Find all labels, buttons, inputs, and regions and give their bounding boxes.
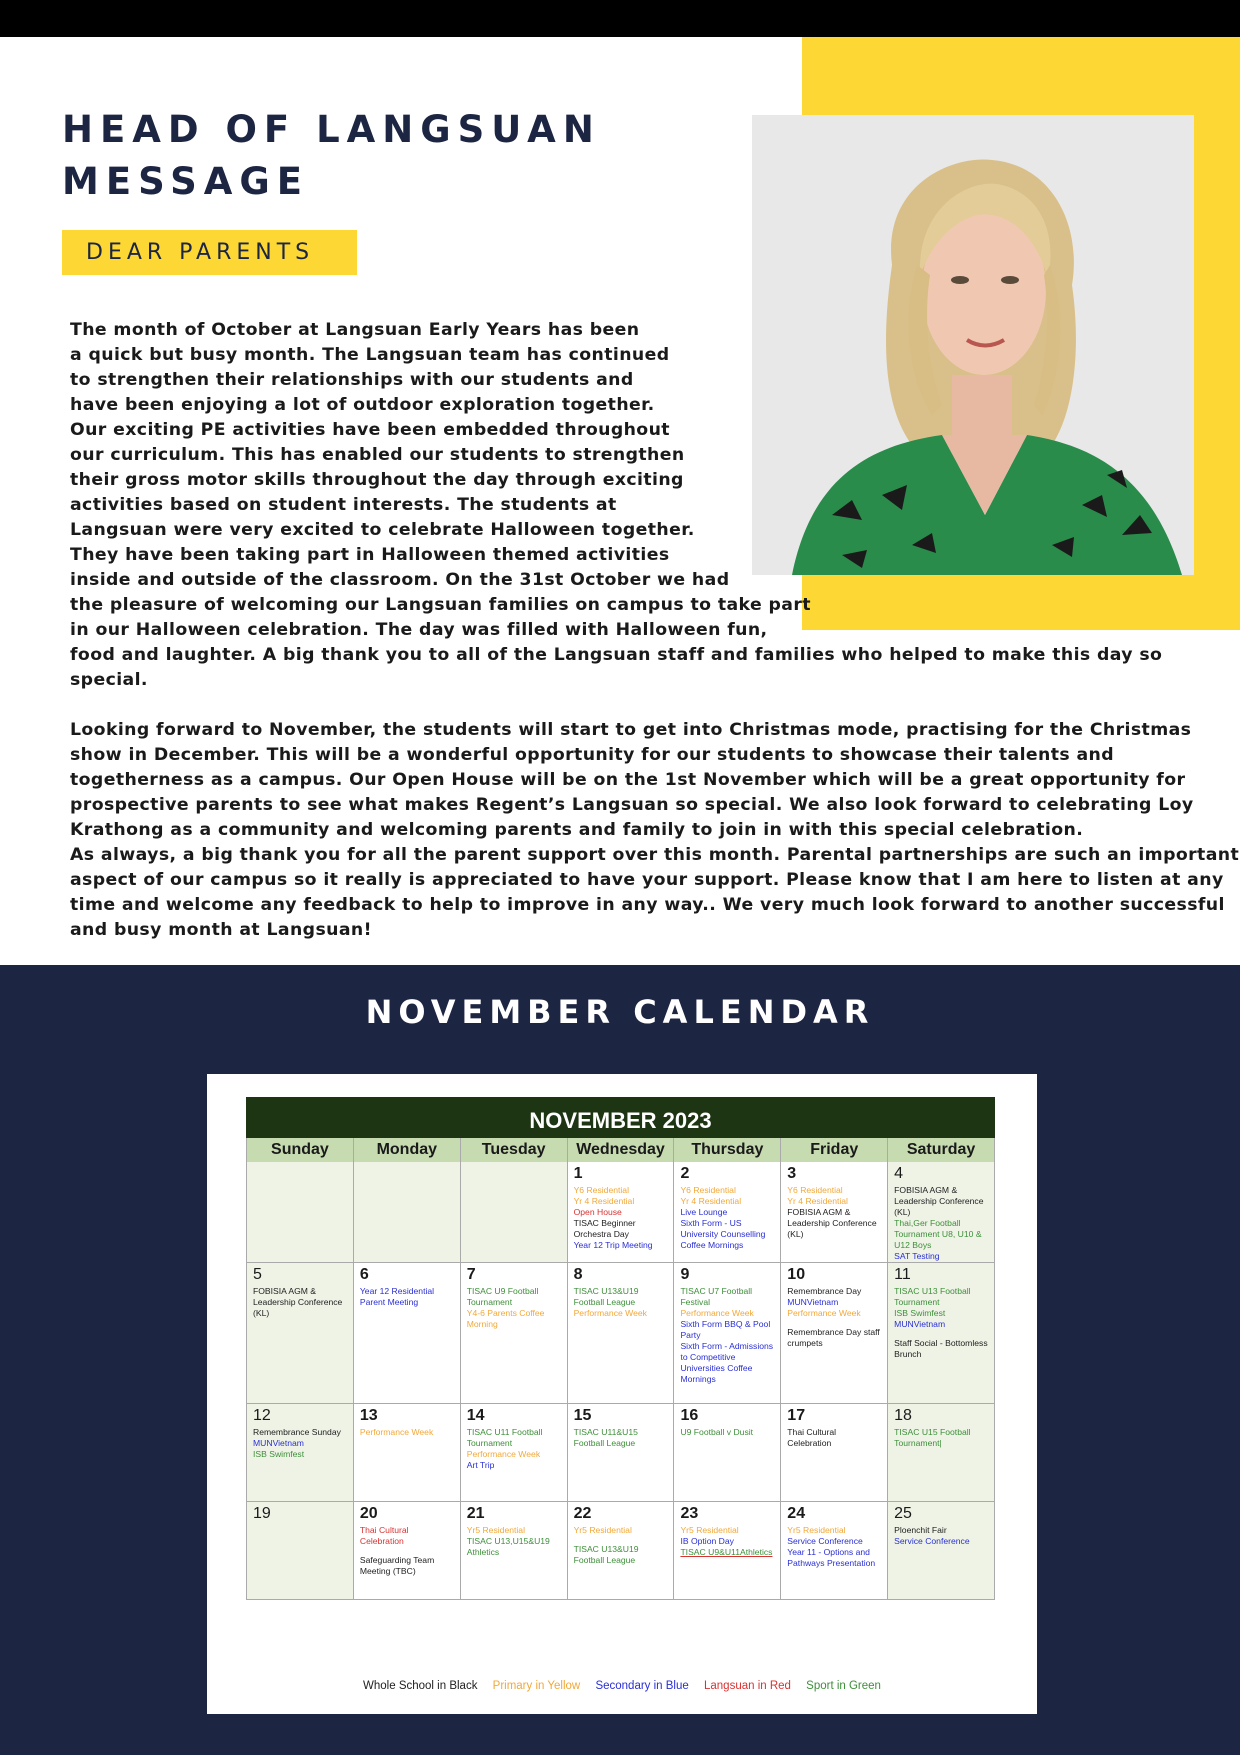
calendar-day-number: 5 [253,1266,262,1283]
calendar-event: U9 Football v Dusit [680,1427,754,1437]
message-line: special. [70,670,148,690]
calendar-event: TISAC U11&U15 Football League [573,1427,638,1448]
calendar-week-row [246,1162,995,1263]
calendar-event: Staff Social - Bottomless Brunch [894,1338,988,1359]
calendar-day-number: 23 [680,1505,699,1522]
calendar-weeks [246,1162,995,1600]
message-line: Langsuan were very excited to celebrate Halloween together. [70,520,695,540]
event-spacer [787,1319,881,1327]
calendar-day-cell [674,1263,781,1403]
calendar-event: Performance Week [359,1427,434,1437]
calendar-day-number: 11 [894,1266,911,1283]
calendar-event: Art Trip [466,1460,495,1470]
calendar-day-cell [888,1162,995,1262]
message-line: Looking forward to November, the students will start to get into Christmas mode, practising for the Christmas [70,720,1192,740]
calendar-event: Thai Cultural Celebration [787,1427,837,1448]
calendar-day-cell [568,1263,675,1403]
message-paragraph-2 [70,718,1240,943]
legend-whole-school: Whole School in Black [363,1680,478,1692]
calendar-event: Yr5 Residential [680,1525,739,1535]
message-line: our curriculum. This has enabled our students to strengthen [70,445,685,465]
calendar-week-row [246,1404,995,1502]
calendar-event: Safeguarding Team Meeting (TBC) [359,1555,435,1576]
event-spacer [360,1547,454,1555]
message-line: prospective parents to see what makes Regent’s Langsuan so special. We also look forward to celebrating Loy [70,795,1194,815]
calendar-day-cell [674,1502,781,1599]
calendar-day-number: 12 [253,1407,271,1424]
calendar-event: Service Conference [787,1536,863,1546]
calendar-event: TISAC U9 Football Tournament [466,1286,539,1307]
calendar-event: Year 11 - Options and Pathways Presentation [787,1547,876,1568]
calendar-event: Performance Week [680,1308,754,1318]
calendar-event: TISAC U9&U11Athletics [680,1547,773,1557]
calendar-day-cell [781,1263,888,1403]
calendar-event: Open House [573,1207,622,1217]
message-line: food and laughter. A big thank you to all of the Langsuan staff and families who helped to make this day so [70,645,1163,665]
weekday-tuesday: Tuesday [461,1138,568,1162]
calendar-event: Yr 4 Residential [787,1196,848,1206]
calendar-day-cell [888,1263,995,1403]
calendar-day-cell [461,1502,568,1599]
calendar-day-number: 6 [359,1266,369,1283]
calendar-day-cell [354,1404,461,1501]
calendar-day-number: 15 [573,1407,592,1424]
message-line: and busy month at Langsuan! [70,920,372,940]
calendar-event: Sixth Form - US University Counselling Coffee Mornings [680,1218,766,1250]
page-title-line-2: MESSAGE [62,160,310,203]
message-line: They have been taking part in Halloween themed activities [70,545,670,565]
calendar-empty-cell [461,1162,568,1262]
message-line: togetherness as a campus. Our Open House will be on the 1st November which will be a great opportunity for [70,770,1186,790]
calendar-day-number: 21 [466,1505,485,1522]
calendar-event: TISAC U13&U19 Football League [573,1286,639,1307]
calendar-day-number: 22 [573,1505,592,1522]
calendar-event: Yr5 Residential [787,1525,846,1535]
calendar-event: Remembrance Sunday [253,1427,341,1437]
calendar-event: Y6 Residential [680,1185,736,1195]
calendar-day-cell [461,1404,568,1501]
calendar-day-cell [247,1263,354,1403]
calendar-event: TISAC U13 Football Tournament [894,1286,971,1307]
calendar-event: Sixth Form - Admissions to Competitive Universities Coffee Mornings [680,1341,774,1384]
message-body [70,318,1240,943]
calendar-day-number: 25 [894,1505,912,1522]
message-line: in our Halloween celebration. The day was filled with Halloween fun, [70,620,768,640]
message-line: The month of October at Langsuan Early Years has been [70,320,640,340]
calendar-event: Yr5 Residential [573,1525,632,1535]
calendar-day-cell [781,1162,888,1262]
calendar-event: Remembrance Day staff crumpets [787,1327,880,1348]
calendar-event: ISB Swimfest [894,1308,946,1318]
calendar-month-title: NOVEMBER 2023 [246,1097,995,1138]
calendar-event: TISAC U7 Football Festival [680,1286,753,1307]
weekday-saturday: Saturday [888,1138,995,1162]
calendar-week-row [246,1263,995,1404]
weekday-sunday: Sunday [247,1138,354,1162]
calendar-event: Performance Week [787,1308,861,1318]
calendar-day-cell [888,1404,995,1501]
event-spacer [894,1330,988,1338]
event-spacer [574,1536,668,1544]
calendar-day-cell [247,1502,354,1599]
calendar-event: Thai Cultural Celebration [359,1525,409,1546]
weekday-thursday: Thursday [674,1138,781,1162]
calendar-day-number: 17 [787,1407,806,1424]
calendar-day-cell [781,1502,888,1599]
calendar-section-title: NOVEMBER CALENDAR [365,993,875,1031]
page-title-line-1: HEAD OF LANGSUAN [62,108,601,151]
calendar-day-cell [674,1404,781,1501]
november-calendar [246,1097,995,1600]
calendar-legend [207,1680,1037,1692]
calendar-day-cell [354,1502,461,1599]
calendar-event: Ploenchit Fair [894,1525,947,1535]
message-line: aspect of our campus so it really is appreciated to have your support. Please know that I am here to listen at any [70,870,1224,890]
weekday-friday: Friday [781,1138,888,1162]
calendar-empty-cell [247,1162,354,1262]
calendar-event: Sixth Form BBQ & Pool Party [680,1319,771,1340]
calendar-day-number: 18 [894,1407,912,1424]
message-line: a quick but busy month. The Langsuan team has continued [70,345,670,365]
calendar-event: Service Conference [894,1536,970,1546]
calendar-day-number: 7 [466,1266,476,1283]
calendar-day-number: 20 [359,1505,378,1522]
message-line: show in December. This will be a wonderful opportunity for our students to showcase their talents and [70,745,1115,765]
message-line: inside and outside of the classroom. On the 31st October we had [70,570,730,590]
calendar-event: Year 12 Residential Parent Meeting [359,1286,435,1307]
page-title [62,104,601,208]
calendar-event: Performance Week [466,1449,541,1459]
calendar-event: Thai,Ger Football Tournament U8, U10 & U12 Boys [894,1218,982,1250]
calendar-week-row [246,1502,995,1600]
top-black-bar [0,0,1240,37]
calendar-day-cell [674,1162,781,1262]
legend-primary: Primary in Yellow [492,1680,581,1692]
calendar-event: Yr 4 Residential [680,1196,742,1206]
calendar-day-cell [568,1162,675,1262]
weekday-wednesday: Wednesday [568,1138,675,1162]
calendar-event: ISB Swimfest [253,1449,305,1459]
calendar-day-number: 4 [894,1165,904,1182]
calendar-empty-cell [354,1162,461,1262]
calendar-event: Yr 4 Residential [573,1196,635,1206]
message-line: to strengthen their relationships with our students and [70,370,634,390]
calendar-day-cell [247,1404,354,1501]
calendar-event: FOBISIA AGM & Leadership Conference (KL) [787,1207,877,1239]
message-line: Our exciting PE activities have been embedded throughout [70,420,670,440]
calendar-day-cell [781,1404,888,1501]
message-line: have been enjoying a lot of outdoor exploration together. [70,395,655,415]
calendar-event: TISAC U15 Football Tournament| [894,1427,971,1448]
calendar-day-number: 19 [253,1505,271,1522]
message-line: As always, a big thank you for all the parent support over this month. Parental partnerships are such an important [70,845,1240,865]
calendar-day-cell [888,1502,995,1599]
calendar-event: Y6 Residential [573,1185,629,1195]
calendar-event: Y4-6 Parents Coffee Morning [466,1308,545,1329]
weekday-monday: Monday [354,1138,461,1162]
calendar-event: Y6 Residential [787,1185,843,1195]
calendar-day-number: 10 [787,1266,806,1283]
calendar-event: TISAC U13,U15&U19 Athletics [466,1536,550,1557]
calendar-event: TISAC U11 Football Tournament [466,1427,543,1448]
calendar-day-number: 1 [573,1165,583,1182]
dear-parents-label: DEAR PARENTS [62,230,357,275]
legend-secondary: Secondary in Blue [595,1680,689,1692]
calendar-event: Live Lounge [680,1207,728,1217]
weekday-header-row [246,1138,995,1162]
calendar-event: SAT Testing [894,1251,940,1261]
calendar-day-number: 2 [680,1165,690,1182]
calendar-event: FOBISIA AGM & Leadership Conference (KL) [894,1185,984,1217]
calendar-event: Yr5 Residential [466,1525,525,1535]
calendar-day-cell [568,1404,675,1501]
calendar-day-number: 14 [466,1407,485,1424]
calendar-day-number: 8 [573,1266,583,1283]
calendar-event: Year 12 Trip Meeting [573,1240,653,1250]
calendar-day-number: 16 [680,1407,699,1424]
message-line: their gross motor skills throughout the day through exciting [70,470,684,490]
calendar-day-number: 3 [787,1165,797,1182]
message-line: time and welcome any feedback to help to improve in any way.. We very much look forward to another successful [70,895,1225,915]
calendar-day-cell [568,1502,675,1599]
legend-langsuan: Langsuan in Red [703,1680,791,1692]
legend-sport: Sport in Green [806,1680,881,1692]
calendar-day-cell [461,1263,568,1403]
calendar-day-cell [354,1263,461,1403]
calendar-event: Remembrance Day [787,1286,862,1296]
calendar-event: TISAC Beginner Orchestra Day [573,1218,636,1239]
calendar-event: TISAC U13&U19 Football League [573,1544,639,1565]
calendar-day-number: 24 [787,1505,806,1522]
calendar-day-number: 13 [359,1407,378,1424]
calendar-event: Performance Week [573,1308,647,1318]
calendar-event: MUNVietnam [894,1319,946,1329]
calendar-event: MUNVietnam [787,1297,839,1307]
message-line: Krathong as a community and welcoming parents and family to join in with this special celebration. [70,820,1084,840]
calendar-day-number: 9 [680,1266,690,1283]
calendar-event: IB Option Day [680,1536,734,1546]
message-paragraph-1 [70,318,1170,693]
message-line: the pleasure of welcoming our Langsuan families on campus to take part [70,595,811,615]
calendar-event: FOBISIA AGM & Leadership Conference (KL) [253,1286,343,1318]
message-line: activities based on student interests. The students at [70,495,617,515]
calendar-event: MUNVietnam [253,1438,304,1448]
